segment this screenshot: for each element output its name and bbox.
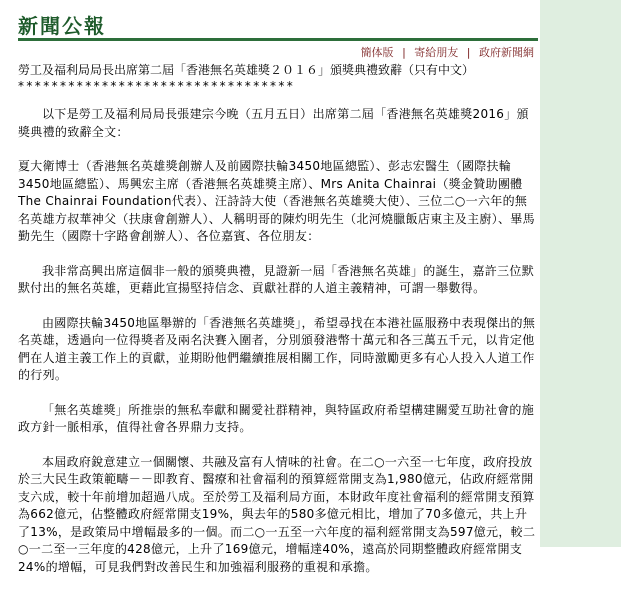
link-separator: | <box>402 46 406 59</box>
gov-news-link[interactable]: 政府新聞網 <box>479 46 534 59</box>
body-paragraph-3: 「無名英雄獎」所推崇的無私奉獻和關愛社群精神，與特區政府希望構建關愛互助社會的施政方針一脈相承，值得社會各界鼎力支持。 <box>18 402 535 434</box>
send-to-friend-link[interactable]: 寄給朋友 <box>414 46 459 59</box>
body-paragraph-1: 我非常高興出席這個非一般的頒獎典禮，見證新一屆「香港無名英雄」的誕生，嘉許三位默默付出的無名英雄，更藉此宣揚堅持信念、貢獻社群的人道主義精神，可謂一舉數得。 <box>18 263 535 295</box>
main-content <box>18 0 538 574</box>
greeting-paragraph: 夏大衛博士（香港無名英雄獎創辦人及前國際扶輪3450地區總監）、彭志宏醫生（國際扶輪3450地區總監）、馬興宏主席（香港無名英雄獎主席）、Mrs Anita Chainrai（獎金贊助團體The Chainrai Foundation代表）、汪詩詩大使（香港無名英雄獎大使）、三位二○一六年的無名英雄方叔華神父（扶康會創辦人）、人稱明哥的陳灼明先生（北河燒臘飯店東主及主廚）、畢馬勤先生（國際十字路會創辦人）、各位嘉賓、各位朋友： <box>18 159 535 243</box>
link-separator: | <box>466 46 471 59</box>
top-links <box>361 44 534 60</box>
site-brand: 新聞公報 <box>18 14 106 38</box>
brand-divider <box>18 38 538 41</box>
article-headline: 勞工及福利局局長出席第二屆「香港無名英雄獎２０１６」頒獎典禮致辭（只有中文） <box>18 63 475 77</box>
article-body <box>18 106 538 593</box>
body-paragraph-2: 由國際扶輪3450地區舉辦的「香港無名英雄獎」，希望尋找在本港社區服務中表現傑出的無名英雄，透過向一位得獎者及兩名決賽入圍者，分別頒發港幣十萬元和各三萬五千元，以肯定他們在人道主義工作上的貢獻，並期盼他們繼續推展相關工作，同時激勵更多有心人投入人道工作的行列。 <box>18 315 536 382</box>
headline-stars: ********************************* <box>18 79 296 93</box>
body-paragraph-4: 本屆政府銳意建立一個關懷、共融及富有人情味的社會。在二○一六至一七年度，政府投放於三大民生政策範疇－－即教育、醫療和社會福利的預算經常開支為1,980億元，佔政府經常開支六成，較十年前增加超過八成。至於勞工及福利局方面，本財政年度社會福利的經常開支預算為662億元，佔整體政府經常開支19%，與去年的580多億元相比，增加了70多億元，共上升了13%，是政策局中增幅最多的一個。而二○一五至一六年度的福利經常開支為597億元，較二○一二至一三年度的428億元，上升了169億元，增幅達40%，遠高於同期整體政府經常開支24%的增幅，可見我們對改善民生和加強福利服務的重視和承擔。 <box>18 454 536 574</box>
simplified-chinese-link[interactable]: 簡体版 <box>360 46 394 59</box>
side-strip <box>540 0 621 547</box>
intro-paragraph: 以下是勞工及福利局局長張建宗今晚（五月五日）出席第二屆「香港無名英雄獎2016」頒獎典禮的致辭全文： <box>18 107 529 139</box>
